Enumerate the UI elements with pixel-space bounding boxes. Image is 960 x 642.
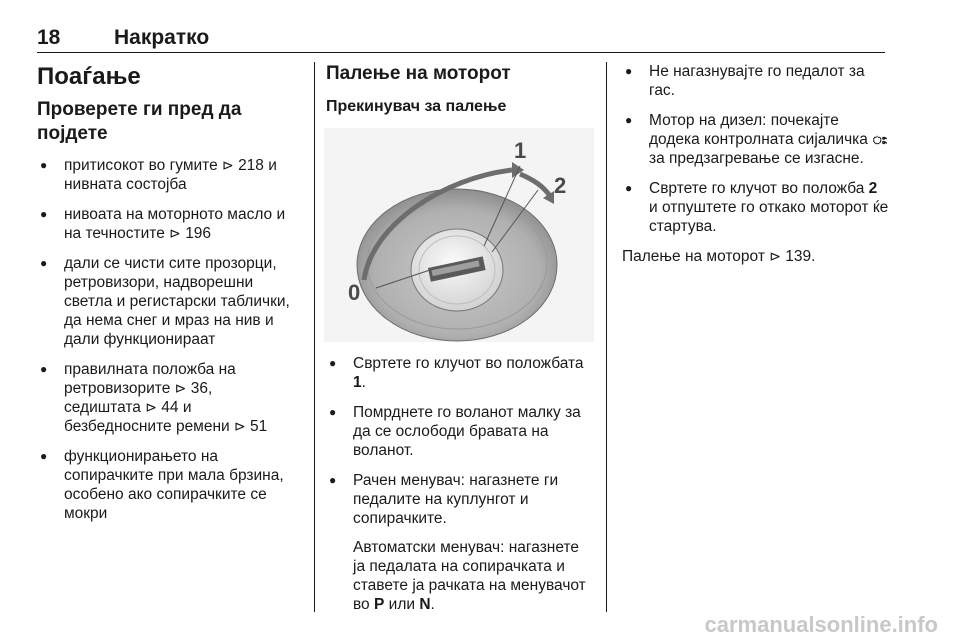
list-item: ● дали се чисти сите прозорци, ретровизори, надворешни светла и регистарски таблички, да нема снег и мраз на нив и дали функционираат [37,254,305,349]
cross-reference: Палење на моторот ⊳ 139. [622,248,816,265]
ref-arrow-icon: ⊳ [169,225,181,241]
page-ref-link[interactable]: 139. [785,248,816,265]
list-item: ● Рачен менувач: нагазнете ги педалите на куплунгот и сопирачките. Автоматски менувач: нагазнете ја педалата на сопирачката и ставете ја рачката на менувачот во P или N. [326,471,594,614]
chapter-title: Накратко [114,26,210,49]
list-item: ● нивоата на моторното масло и на течностите ⊳ 196 [37,205,305,243]
figure-label-0: 0 [348,280,361,305]
glow-plug-icon: ႜ [872,131,888,148]
ref-arrow-icon: ⊳ [145,399,157,415]
section-title: Палење на моторот [326,63,511,84]
ref-arrow-icon: ⊳ [234,418,246,434]
steps-list-continued [622,62,890,236]
list-item: ● Мотор на дизел: почекајте додека контролната сијаличка ႜ за предзагревање се изгасне. [622,111,890,168]
column-2 [326,62,594,625]
figure-label-2: 2 [554,173,567,198]
checklist [37,156,305,523]
list-item: ● Помрднете го воланот малку за да се ослободи бравата на воланот. [326,403,594,460]
ref-arrow-icon: ⊳ [174,380,187,396]
list-item: ● правилната положба на ретровизорите ⊳ 36, седиштата ⊳ 44 и безбедносните ремени ⊳ 51 [37,360,305,436]
page-ref-link[interactable]: 218 и нивната состојба [64,157,277,193]
page-ref-link[interactable]: 51 [250,418,268,435]
section-title: Поаѓање [37,63,141,90]
figure-label-1: 1 [514,138,527,163]
ref-arrow-icon: ⊳ [222,157,234,173]
page-ref-link[interactable]: 44 и [161,399,192,416]
list-item: ● Свртете го клучот во положба 2 и отпуштете го откако моторот ќе стартува. [622,179,890,236]
list-item-subparagraph: Автоматски менувач: нагазнете ја педалата на сопирачката и ставете ја рачката на менувачот во P или N. [353,539,586,613]
section-subtitle: Прекинувач за палење [326,98,507,115]
list-item: ● Свртете го клучот во положбата 1. [326,354,594,392]
column-divider-2 [606,62,607,612]
page-ref-link[interactable]: 36, [190,380,213,397]
page-ref-link[interactable]: 196 [185,225,212,242]
page-number: 18 [37,26,61,49]
ref-arrow-icon: ⊳ [769,248,781,264]
watermark: carmanualsonline.info [704,612,938,637]
page-header [37,26,885,52]
section-subtitle: Проверете ги пред да појдете [37,99,242,144]
column-1 [37,62,305,534]
steps-list [326,354,594,614]
column-3 [622,62,890,266]
header-rule [37,52,885,53]
list-item: ● притисокот во гумите ⊳ 218 и нивната состојба [37,156,305,194]
ignition-switch-figure [324,128,594,342]
list-item: ● Не нагазнувајте го педалот за гас. [622,62,890,100]
list-item: ● функционирањето на сопирачките при мала брзина, особено ако сопирачките се мокри [37,447,305,523]
column-divider-1 [314,62,315,612]
